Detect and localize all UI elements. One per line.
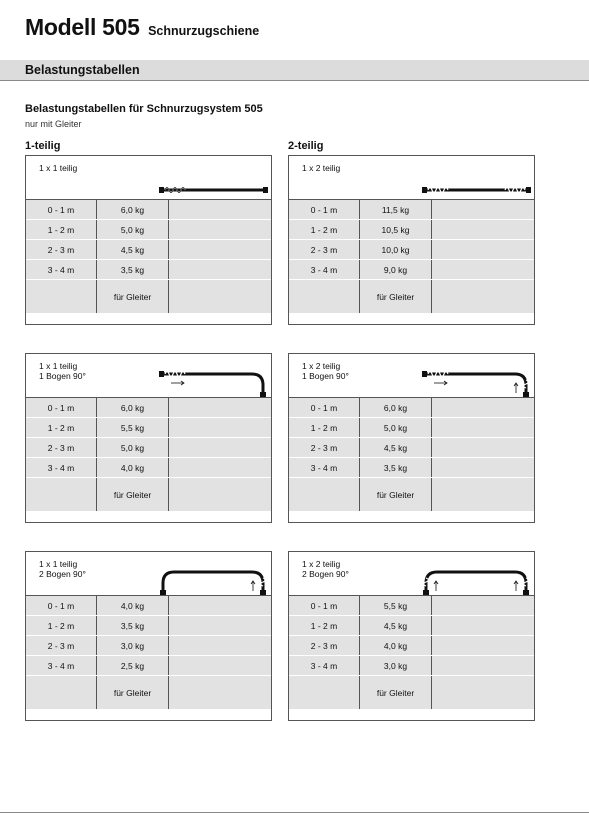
rail-icon <box>159 371 266 397</box>
table-row <box>26 200 271 220</box>
range-cell: 2 - 3 m <box>289 636 360 655</box>
rail-two-bends-two-part-diagram <box>289 552 534 595</box>
load-cell: 4,0 kg <box>97 458 169 477</box>
load-table-1x1 <box>25 155 272 325</box>
load-cell: 4,0 kg <box>360 636 432 655</box>
table-row <box>289 636 534 656</box>
rail-straight-diagram <box>26 156 271 199</box>
rail-straight-two-part-diagram <box>289 156 534 199</box>
load-cell: 10,0 kg <box>360 240 432 259</box>
footer-row <box>26 478 271 511</box>
footer-label: für Gleiter <box>97 478 169 511</box>
footer-label: für Gleiter <box>360 478 432 511</box>
arrow-up-icon <box>514 581 518 591</box>
range-cell: 1 - 2 m <box>289 616 360 635</box>
load-table-1x2 <box>288 155 535 325</box>
config-label: 1 x 2 teilig 1 Bogen 90° <box>302 361 349 381</box>
table-header <box>26 354 271 398</box>
range-cell: 1 - 2 m <box>26 220 97 239</box>
range-cell: 3 - 4 m <box>26 656 97 675</box>
load-cell: 6,0 kg <box>97 200 169 219</box>
range-cell: 2 - 3 m <box>26 636 97 655</box>
range-cell: 0 - 1 m <box>289 596 360 615</box>
footer-row <box>289 478 534 511</box>
section-title: Belastungstabellen für Schnurzugsystem 505 <box>25 103 263 115</box>
config-label: 1 x 1 teilig 1 Bogen 90° <box>39 361 86 381</box>
table-row <box>26 656 271 676</box>
rail-icon <box>423 572 529 595</box>
load-cell: 6,0 kg <box>97 398 169 417</box>
footer-label: für Gleiter <box>360 280 432 313</box>
page-divider <box>0 812 589 813</box>
load-cell: 4,5 kg <box>97 240 169 259</box>
range-cell: 1 - 2 m <box>26 616 97 635</box>
table-row <box>26 616 271 636</box>
section-subtitle: nur mit Gleiter <box>25 119 82 129</box>
range-cell: 0 - 1 m <box>26 596 97 615</box>
range-cell: 0 - 1 m <box>26 200 97 219</box>
range-cell: 1 - 2 m <box>26 418 97 437</box>
model-title: Modell 505 <box>25 14 140 40</box>
footer-label: für Gleiter <box>360 676 432 709</box>
range-cell: 3 - 4 m <box>26 458 97 477</box>
arrow-right-icon <box>171 381 184 385</box>
table-row <box>289 200 534 220</box>
range-cell: 2 - 3 m <box>289 438 360 457</box>
page-header <box>25 14 259 41</box>
table-row <box>289 220 534 240</box>
range-cell: 1 - 2 m <box>289 418 360 437</box>
range-cell: 0 - 1 m <box>289 398 360 417</box>
range-cell: 0 - 1 m <box>289 200 360 219</box>
column-heading-right: 2-teilig <box>288 140 324 152</box>
table-header <box>289 552 534 596</box>
table-header <box>26 552 271 596</box>
footer-label: für Gleiter <box>97 676 169 709</box>
load-cell: 5,0 kg <box>97 220 169 239</box>
load-cell: 3,5 kg <box>97 260 169 279</box>
config-label: 1 x 2 teilig 2 Bogen 90° <box>302 559 349 579</box>
column-heading-left: 1-teilig <box>25 140 61 152</box>
load-cell: 5,0 kg <box>360 418 432 437</box>
range-cell: 0 - 1 m <box>26 398 97 417</box>
load-cell: 5,5 kg <box>360 596 432 615</box>
config-label: 1 x 1 teilig <box>39 163 78 173</box>
load-cell: 10,5 kg <box>360 220 432 239</box>
table-header <box>289 354 534 398</box>
rail-one-bend-two-part-diagram <box>289 354 534 397</box>
table-row <box>289 398 534 418</box>
arrow-up-icon <box>514 383 518 393</box>
range-cell: 1 - 2 m <box>289 220 360 239</box>
table-row <box>26 240 271 260</box>
section-bar-title: Belastungstabellen <box>25 63 140 77</box>
arrow-up-icon <box>434 581 438 591</box>
table-row <box>26 458 271 478</box>
load-cell: 4,0 kg <box>97 596 169 615</box>
load-cell: 9,0 kg <box>360 260 432 279</box>
load-cell: 4,5 kg <box>360 438 432 457</box>
table-row <box>289 656 534 676</box>
rail-icon <box>422 187 531 193</box>
load-table-1x2-2bends <box>288 551 535 721</box>
table-row <box>26 596 271 616</box>
rail-icon <box>159 187 268 193</box>
arrow-right-icon <box>434 381 447 385</box>
table-row <box>289 260 534 280</box>
table-row <box>26 398 271 418</box>
table-row <box>289 458 534 478</box>
footer-row <box>26 280 271 313</box>
range-cell: 2 - 3 m <box>26 240 97 259</box>
range-cell: 3 - 4 m <box>289 458 360 477</box>
load-cell: 4,5 kg <box>360 616 432 635</box>
table-row <box>26 438 271 458</box>
config-label: 1 x 2 teilig <box>302 163 341 173</box>
load-cell: 5,0 kg <box>97 438 169 457</box>
table-row <box>26 260 271 280</box>
load-cell: 3,0 kg <box>360 656 432 675</box>
load-table-1x2-1bend <box>288 353 535 523</box>
table-row <box>289 596 534 616</box>
table-row <box>26 418 271 438</box>
footer-label: für Gleiter <box>97 280 169 313</box>
config-label: 1 x 1 teilig 2 Bogen 90° <box>39 559 86 579</box>
model-subtitle: Schnurzugschiene <box>148 24 260 38</box>
load-table-1x1-2bends <box>25 551 272 721</box>
section-bar <box>0 60 589 81</box>
table-row <box>289 240 534 260</box>
arrow-up-icon <box>251 581 255 591</box>
table-header <box>26 156 271 200</box>
table-row <box>289 418 534 438</box>
table-header <box>289 156 534 200</box>
range-cell: 2 - 3 m <box>26 438 97 457</box>
table-row <box>26 636 271 656</box>
load-cell: 3,5 kg <box>360 458 432 477</box>
load-table-1x1-1bend <box>25 353 272 523</box>
load-cell: 2,5 kg <box>97 656 169 675</box>
range-cell: 2 - 3 m <box>289 240 360 259</box>
load-cell: 5,5 kg <box>97 418 169 437</box>
footer-row <box>26 676 271 709</box>
load-cell: 3,0 kg <box>97 636 169 655</box>
table-row <box>289 438 534 458</box>
rail-icon <box>160 572 266 595</box>
load-cell: 11,5 kg <box>360 200 432 219</box>
range-cell: 3 - 4 m <box>26 260 97 279</box>
rail-two-bends-diagram <box>26 552 271 595</box>
load-cell: 3,5 kg <box>97 616 169 635</box>
range-cell: 3 - 4 m <box>289 656 360 675</box>
load-cell: 6,0 kg <box>360 398 432 417</box>
rail-icon <box>422 371 529 397</box>
footer-row <box>289 280 534 313</box>
rail-one-bend-diagram <box>26 354 271 397</box>
footer-row <box>289 676 534 709</box>
range-cell: 3 - 4 m <box>289 260 360 279</box>
table-row <box>289 616 534 636</box>
table-row <box>26 220 271 240</box>
